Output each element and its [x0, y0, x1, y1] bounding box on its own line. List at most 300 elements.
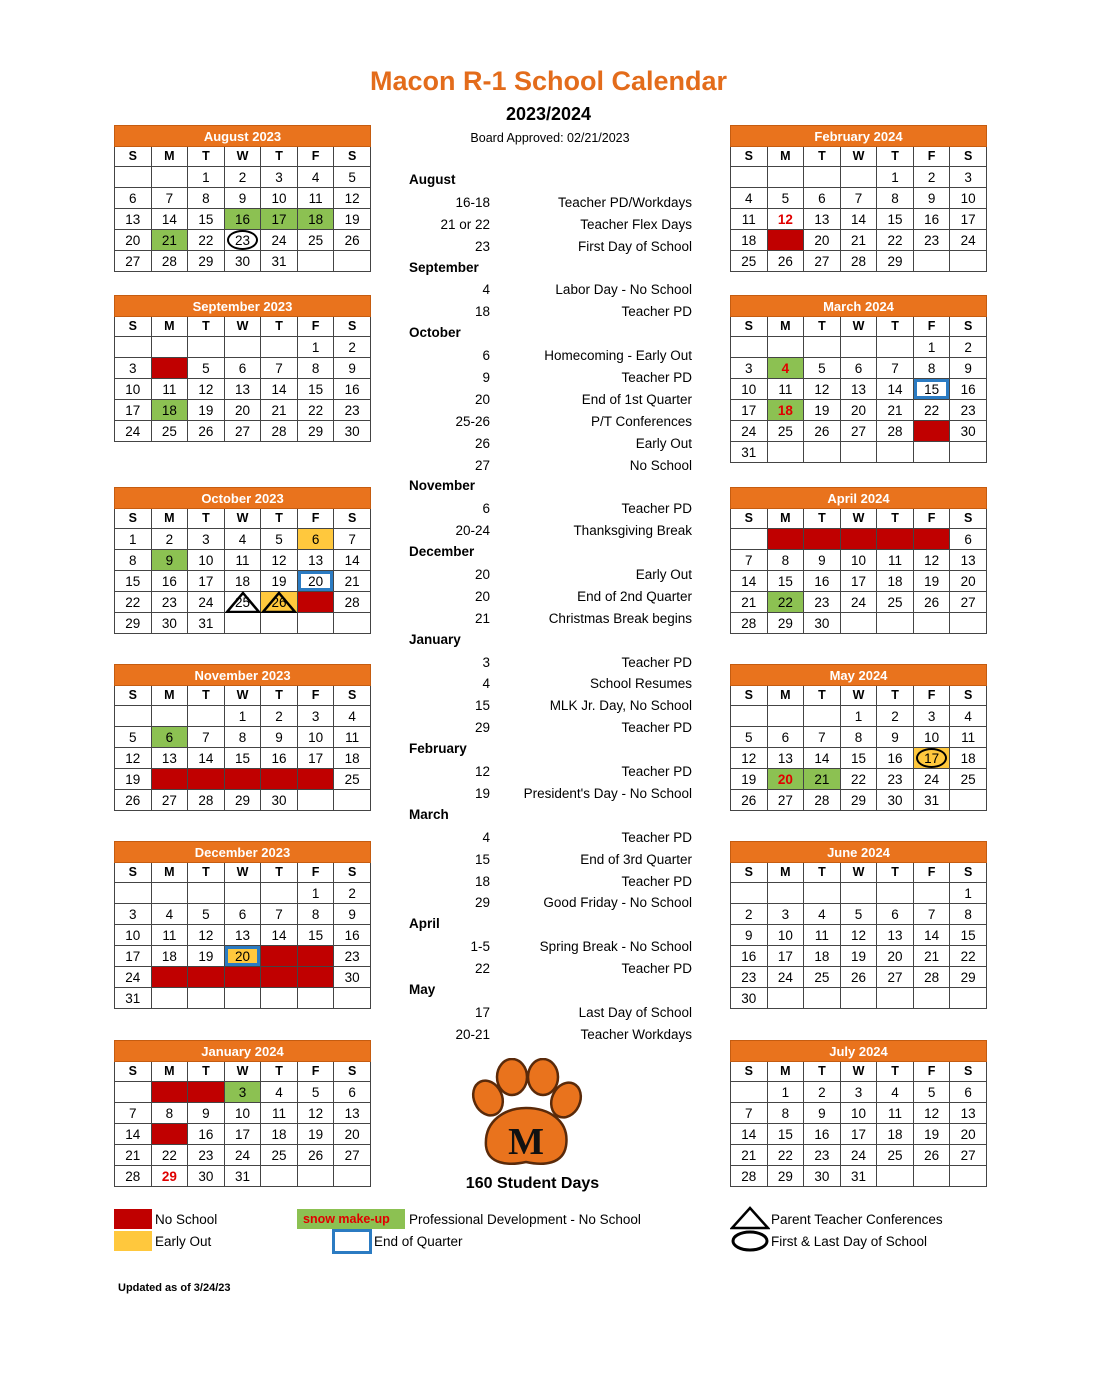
day-cell: 22 — [224, 769, 261, 790]
event-month-heading — [408, 323, 698, 345]
day-cell: 17 — [950, 209, 987, 230]
event-row — [408, 586, 698, 608]
day-cell: 16 — [188, 1124, 225, 1145]
day-cell: 20 — [224, 400, 261, 421]
day-cell: 9 — [913, 188, 950, 209]
day-cell: 12 — [297, 1103, 334, 1124]
day-cell: 8 — [767, 1103, 804, 1124]
day-cell: 22 — [115, 592, 152, 613]
event-description: End of 3rd Quarter — [580, 851, 692, 867]
event-description: Homecoming - Early Out — [544, 348, 692, 364]
empty-cell — [877, 883, 914, 904]
empty-cell — [804, 337, 841, 358]
day-cell: 26 — [188, 421, 225, 442]
event-description: No School — [629, 457, 692, 473]
event-month: January — [409, 631, 461, 647]
weekday-header: T — [804, 1062, 841, 1082]
day-cell: 12 — [840, 925, 877, 946]
day-cell: 25 — [731, 251, 768, 272]
weekday-header: S — [950, 317, 987, 337]
month-title: November 2023 — [115, 665, 371, 686]
day-cell: 26 — [297, 1145, 334, 1166]
event-month: September — [409, 259, 479, 275]
day-cell: 8 — [297, 358, 334, 379]
logo-letter: M — [508, 1121, 544, 1163]
weekday-header: F — [297, 863, 334, 883]
day-cell: 9 — [334, 904, 371, 925]
day-cell: 20 — [950, 1124, 987, 1145]
day-cell: 24 — [297, 769, 334, 790]
weekday-header: M — [151, 686, 188, 706]
triangle-marker-icon — [261, 591, 297, 613]
weekday-header: T — [877, 686, 914, 706]
empty-cell — [840, 988, 877, 1009]
day-cell: 14 — [731, 571, 768, 592]
day-cell: 11 — [767, 379, 804, 400]
day-cell: 12 — [767, 209, 804, 230]
event-description: P/T Conferences — [590, 413, 692, 429]
day-cell: 15 — [224, 748, 261, 769]
weekday-header: W — [224, 317, 261, 337]
day-cell: 22 — [151, 1145, 188, 1166]
day-cell: 14 — [115, 1124, 152, 1145]
day-cell: 16 — [950, 379, 987, 400]
day-cell: 10 — [224, 1103, 261, 1124]
day-cell: 20 — [804, 230, 841, 251]
day-cell: 26 — [840, 967, 877, 988]
empty-cell — [188, 883, 225, 904]
weekday-header: F — [297, 509, 334, 529]
weekday-header: T — [804, 147, 841, 167]
empty-cell — [334, 790, 371, 811]
day-cell: 9 — [151, 550, 188, 571]
day-cell: 24 — [115, 421, 152, 442]
weekday-header: T — [188, 317, 225, 337]
empty-cell — [877, 613, 914, 634]
event-description: End of 2nd Quarter — [577, 588, 692, 604]
event-date: 29 — [474, 895, 490, 911]
day-cell: 30 — [151, 613, 188, 634]
day-cell: 22 — [877, 230, 914, 251]
weekday-header: F — [913, 147, 950, 167]
day-cell: 13 — [224, 925, 261, 946]
empty-cell — [767, 988, 804, 1009]
day-cell: 3 — [913, 706, 950, 727]
event-description: First Day of School — [577, 238, 692, 254]
empty-cell — [115, 167, 152, 188]
day-cell: 15 — [297, 379, 334, 400]
day-cell: 28 — [151, 251, 188, 272]
day-cell: 10 — [767, 925, 804, 946]
event-row — [408, 564, 698, 586]
day-cell: 30 — [877, 790, 914, 811]
day-cell: 2 — [804, 529, 841, 550]
day-cell: 7 — [261, 904, 298, 925]
day-cell: 18 — [151, 400, 188, 421]
day-cell: 5 — [913, 529, 950, 550]
day-cell: 4 — [334, 706, 371, 727]
day-cell: 7 — [334, 529, 371, 550]
event-row — [408, 214, 698, 236]
event-date: 20 — [474, 588, 490, 604]
empty-cell — [261, 337, 298, 358]
day-cell: 21 — [731, 1145, 768, 1166]
weekday-header: F — [913, 317, 950, 337]
legend-snow-makeup: snow make-up — [303, 1212, 390, 1226]
event-description: Early Out — [635, 435, 692, 451]
event-list — [408, 170, 698, 1046]
day-cell: 12 — [913, 550, 950, 571]
day-cell: 23 — [224, 230, 261, 251]
event-description: Good Friday - No School — [543, 895, 692, 911]
weekday-header: T — [261, 147, 298, 167]
event-row — [408, 192, 698, 214]
day-cell: 26 — [115, 790, 152, 811]
weekday-header: T — [188, 147, 225, 167]
board-approved: Board Approved: 02/21/2023 — [470, 131, 630, 145]
day-cell: 4 — [261, 1082, 298, 1103]
day-cell: 27 — [334, 1145, 371, 1166]
day-cell: 17 — [840, 1124, 877, 1145]
event-month-heading — [408, 476, 698, 498]
day-cell: 17 — [767, 946, 804, 967]
empty-cell — [950, 442, 987, 463]
day-cell: 23 — [804, 1145, 841, 1166]
event-description: MLK Jr. Day, No School — [549, 698, 692, 714]
day-cell: 14 — [840, 209, 877, 230]
empty-cell — [151, 988, 188, 1009]
day-cell: 11 — [804, 925, 841, 946]
day-cell: 5 — [731, 727, 768, 748]
event-row — [408, 761, 698, 783]
month-title: September 2023 — [115, 296, 371, 317]
event-description: Teacher PD/Workdays — [557, 194, 692, 210]
day-cell: 29 — [224, 790, 261, 811]
weekday-header: S — [950, 686, 987, 706]
day-cell: 29 — [151, 1166, 188, 1187]
day-cell: 3 — [731, 358, 768, 379]
weekday-header: S — [115, 1062, 152, 1082]
day-cell: 19 — [840, 946, 877, 967]
event-month: December — [409, 544, 475, 560]
event-row — [408, 455, 698, 477]
weekday-header: S — [115, 686, 152, 706]
legend-first-last: First & Last Day of School — [771, 1234, 928, 1249]
empty-cell — [731, 883, 768, 904]
calendar-august-2023 — [114, 125, 371, 272]
calendar-july-2024 — [730, 1040, 987, 1187]
empty-cell — [731, 167, 768, 188]
day-cell: 2 — [334, 883, 371, 904]
weekday-header: F — [297, 317, 334, 337]
student-days: 160 Student Days — [465, 1175, 600, 1192]
day-cell: 30 — [804, 1166, 841, 1187]
empty-cell — [115, 337, 152, 358]
day-cell: 8 — [840, 727, 877, 748]
day-cell: 4 — [731, 188, 768, 209]
day-cell: 31 — [188, 613, 225, 634]
weekday-header: S — [950, 863, 987, 883]
day-cell: 18 — [224, 571, 261, 592]
event-row — [408, 279, 698, 301]
school-year: 2023/2024 — [505, 104, 592, 124]
empty-cell — [297, 613, 334, 634]
day-cell: 27 — [115, 251, 152, 272]
day-cell: 21 — [913, 946, 950, 967]
day-cell: 31 — [731, 442, 768, 463]
weekday-header: W — [224, 1062, 261, 1082]
day-cell: 9 — [731, 925, 768, 946]
event-row — [408, 367, 698, 389]
legend-early-out-swatch — [114, 1231, 152, 1251]
day-cell: 14 — [334, 550, 371, 571]
event-month-heading — [408, 980, 698, 1002]
event-date: 21 — [474, 610, 490, 626]
day-cell: 15 — [297, 925, 334, 946]
event-row — [408, 389, 698, 411]
day-cell: 19 — [804, 400, 841, 421]
legend-ptc: Parent Teacher Conferences — [771, 1212, 943, 1227]
day-cell: 14 — [804, 748, 841, 769]
weekday-header: F — [297, 686, 334, 706]
day-cell: 3 — [950, 167, 987, 188]
day-cell: 11 — [731, 209, 768, 230]
day-cell: 15 — [151, 1124, 188, 1145]
event-row — [408, 827, 698, 849]
event-row — [408, 1024, 698, 1046]
event-description: Thanksgiving Break — [573, 523, 692, 539]
event-month-heading — [408, 739, 698, 761]
event-date: 19 — [474, 785, 490, 801]
day-cell: 20 — [151, 769, 188, 790]
empty-cell — [804, 167, 841, 188]
day-cell: 21 — [261, 400, 298, 421]
day-cell: 27 — [877, 967, 914, 988]
day-cell: 27 — [297, 592, 334, 613]
day-cell: 26 — [334, 230, 371, 251]
day-cell: 19 — [334, 209, 371, 230]
day-cell: 28 — [731, 1166, 768, 1187]
event-row — [408, 958, 698, 980]
day-cell: 12 — [188, 379, 225, 400]
empty-cell — [334, 251, 371, 272]
day-cell: 8 — [297, 904, 334, 925]
day-cell: 1 — [877, 167, 914, 188]
empty-cell — [950, 988, 987, 1009]
weekday-header: F — [913, 509, 950, 529]
event-month: February — [409, 741, 467, 757]
day-cell: 20 — [840, 400, 877, 421]
event-date: 6 — [482, 501, 490, 517]
day-cell: 17 — [731, 400, 768, 421]
day-cell: 13 — [224, 379, 261, 400]
day-cell: 23 — [151, 592, 188, 613]
day-cell: 7 — [151, 188, 188, 209]
day-cell: 19 — [913, 1124, 950, 1145]
day-cell: 15 — [877, 209, 914, 230]
day-cell: 2 — [950, 337, 987, 358]
empty-cell — [877, 1166, 914, 1187]
event-description: Teacher PD — [621, 961, 692, 977]
empty-cell — [840, 167, 877, 188]
day-cell: 18 — [334, 748, 371, 769]
empty-cell — [224, 337, 261, 358]
day-cell: 13 — [950, 1103, 987, 1124]
weekday-header: T — [877, 863, 914, 883]
event-description: Teacher PD — [621, 654, 692, 670]
day-cell: 1 — [767, 529, 804, 550]
day-cell: 26 — [767, 251, 804, 272]
day-cell: 14 — [151, 209, 188, 230]
day-cell: 25 — [877, 1145, 914, 1166]
event-row — [408, 345, 698, 367]
day-cell: 5 — [913, 1082, 950, 1103]
day-cell: 7 — [261, 358, 298, 379]
day-cell: 29 — [297, 967, 334, 988]
event-row — [408, 652, 698, 674]
empty-cell — [334, 988, 371, 1009]
weekday-header: S — [115, 863, 152, 883]
day-cell: 6 — [224, 358, 261, 379]
month-title: April 2024 — [731, 488, 987, 509]
day-cell: 30 — [188, 1166, 225, 1187]
day-cell: 10 — [188, 550, 225, 571]
day-cell: 17 — [297, 748, 334, 769]
day-cell: 22 — [840, 769, 877, 790]
day-cell: 6 — [115, 188, 152, 209]
legend-professional-development: Professional Development - No School — [409, 1212, 641, 1227]
day-cell: 29 — [840, 790, 877, 811]
empty-cell — [913, 442, 950, 463]
day-cell: 23 — [334, 400, 371, 421]
day-cell: 15 — [913, 379, 950, 400]
weekday-header: T — [261, 686, 298, 706]
event-month-heading — [408, 630, 698, 652]
empty-cell — [115, 1082, 152, 1103]
weekday-header: W — [224, 147, 261, 167]
oval-icon — [730, 1229, 770, 1253]
empty-cell — [877, 442, 914, 463]
weekday-header: W — [224, 509, 261, 529]
day-cell: 3 — [115, 904, 152, 925]
updated-note: Updated as of 3/24/23 — [118, 1282, 231, 1294]
day-cell: 23 — [950, 400, 987, 421]
event-description: Last Day of School — [578, 1004, 692, 1020]
day-cell: 17 — [188, 571, 225, 592]
day-cell: 16 — [151, 571, 188, 592]
empty-cell — [804, 988, 841, 1009]
day-cell: 18 — [950, 748, 987, 769]
event-row — [408, 783, 698, 805]
day-cell: 1 — [913, 337, 950, 358]
empty-cell — [261, 1166, 298, 1187]
day-cell: 13 — [151, 748, 188, 769]
day-cell: 24 — [224, 1145, 261, 1166]
day-cell: 28 — [913, 967, 950, 988]
day-cell: 28 — [261, 421, 298, 442]
event-month-heading — [408, 914, 698, 936]
event-date: 18 — [474, 304, 490, 320]
weekday-header: T — [804, 509, 841, 529]
event-date: 20 — [474, 567, 490, 583]
day-cell: 2 — [151, 529, 188, 550]
event-date: 20 — [474, 391, 490, 407]
day-cell: 5 — [334, 167, 371, 188]
calendar-september-2023 — [114, 295, 371, 442]
empty-cell — [877, 988, 914, 1009]
event-date: 4 — [482, 829, 490, 845]
empty-cell — [913, 613, 950, 634]
event-date: 21 or 22 — [440, 216, 490, 232]
event-description: Teacher Workdays — [580, 1026, 692, 1042]
day-cell: 19 — [261, 571, 298, 592]
day-cell: 25 — [151, 421, 188, 442]
weekday-header: F — [913, 1062, 950, 1082]
day-cell: 27 — [224, 967, 261, 988]
event-description: Labor Day - No School — [555, 282, 692, 298]
day-cell: 4 — [151, 904, 188, 925]
day-cell: 5 — [188, 358, 225, 379]
day-cell: 2 — [731, 904, 768, 925]
day-cell: 7 — [913, 904, 950, 925]
day-cell: 13 — [804, 209, 841, 230]
day-cell: 8 — [188, 188, 225, 209]
day-cell: 24 — [840, 592, 877, 613]
day-cell: 20 — [334, 1124, 371, 1145]
calendar-june-2024 — [730, 841, 987, 1009]
day-cell: 19 — [188, 946, 225, 967]
day-cell: 1 — [950, 883, 987, 904]
event-month: August — [409, 172, 456, 187]
weekday-header: S — [334, 686, 371, 706]
weekday-header: S — [115, 509, 152, 529]
day-cell: 12 — [115, 748, 152, 769]
day-cell: 5 — [767, 188, 804, 209]
event-date: 18 — [474, 873, 490, 889]
day-cell: 24 — [767, 967, 804, 988]
day-cell: 1 — [151, 1082, 188, 1103]
empty-cell — [767, 337, 804, 358]
weekday-header: S — [115, 317, 152, 337]
day-cell: 11 — [877, 550, 914, 571]
event-date: 6 — [482, 348, 490, 364]
event-row — [408, 892, 698, 914]
empty-cell — [297, 790, 334, 811]
weekday-header: M — [767, 317, 804, 337]
day-cell: 27 — [950, 1145, 987, 1166]
day-cell: 22 — [188, 230, 225, 251]
day-cell: 2 — [913, 167, 950, 188]
day-cell: 3 — [224, 1082, 261, 1103]
day-cell: 8 — [151, 1103, 188, 1124]
weekday-header: S — [334, 863, 371, 883]
day-cell: 2 — [188, 1082, 225, 1103]
day-cell: 13 — [334, 1103, 371, 1124]
day-cell: 27 — [151, 790, 188, 811]
empty-cell — [224, 883, 261, 904]
day-cell: 7 — [188, 727, 225, 748]
day-cell: 6 — [767, 727, 804, 748]
event-description: Teacher PD — [621, 720, 692, 736]
empty-cell — [913, 883, 950, 904]
weekday-header: M — [767, 1062, 804, 1082]
day-cell: 19 — [913, 571, 950, 592]
day-cell: 28 — [334, 592, 371, 613]
day-cell: 16 — [877, 748, 914, 769]
day-cell: 18 — [297, 209, 334, 230]
empty-cell — [261, 613, 298, 634]
day-cell: 25 — [877, 592, 914, 613]
